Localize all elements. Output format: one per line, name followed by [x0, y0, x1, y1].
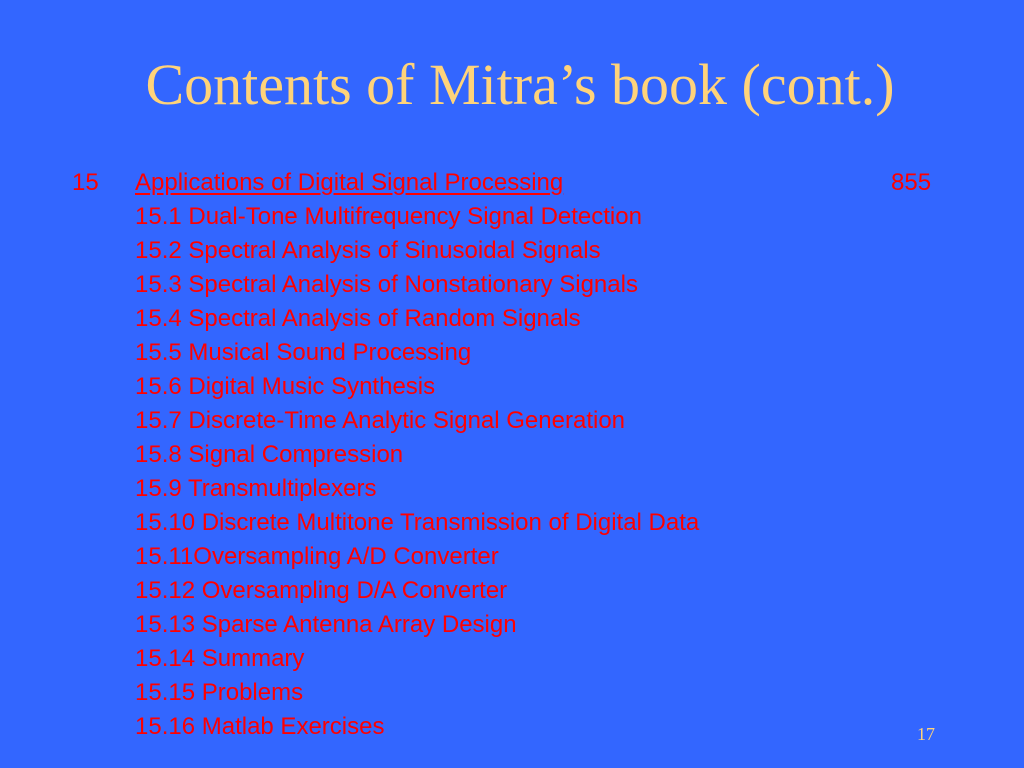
section-item: 15.15 Problems — [135, 679, 304, 706]
section-item: 15.12 Oversampling D/A Converter — [135, 577, 508, 604]
slide-title: Contents of Mitra’s book (cont.) — [145, 52, 895, 117]
section-item: 15.14 Summary — [135, 645, 305, 672]
section-item: 15.6 Digital Music Synthesis — [135, 373, 436, 400]
chapter-number: 15 — [72, 169, 99, 196]
section-item: 15.4 Spectral Analysis of Random Signals — [135, 305, 581, 332]
chapter-page-number: 855 — [891, 169, 932, 196]
section-item: 15.5 Musical Sound Processing — [135, 339, 472, 366]
section-item: 15.7 Discrete-Time Analytic Signal Generation — [135, 407, 626, 434]
section-list — [72, 200, 952, 744]
section-item: 15.10 Discrete Multitone Transmission of Digital Data — [135, 509, 700, 536]
table-of-contents — [72, 166, 952, 744]
section-item: 15.2 Spectral Analysis of Sinusoidal Signals — [135, 237, 601, 264]
section-item: 15.11Oversampling A/D Converter — [135, 543, 499, 570]
section-item: 15.16 Matlab Exercises — [135, 713, 385, 740]
slide-number: 17 — [917, 724, 935, 744]
section-item: 15.13 Sparse Antenna Array Design — [135, 611, 517, 638]
section-item: 15.8 Signal Compression — [135, 441, 404, 468]
section-item: 15.3 Spectral Analysis of Nonstationary Signals — [135, 271, 638, 298]
section-item: 15.9 Transmultiplexers — [135, 475, 377, 502]
chapter-title: Applications of Digital Signal Processing — [135, 169, 564, 196]
section-item: 15.1 Dual-Tone Multifrequency Signal Detection — [135, 203, 642, 230]
chapter-row — [72, 166, 952, 200]
